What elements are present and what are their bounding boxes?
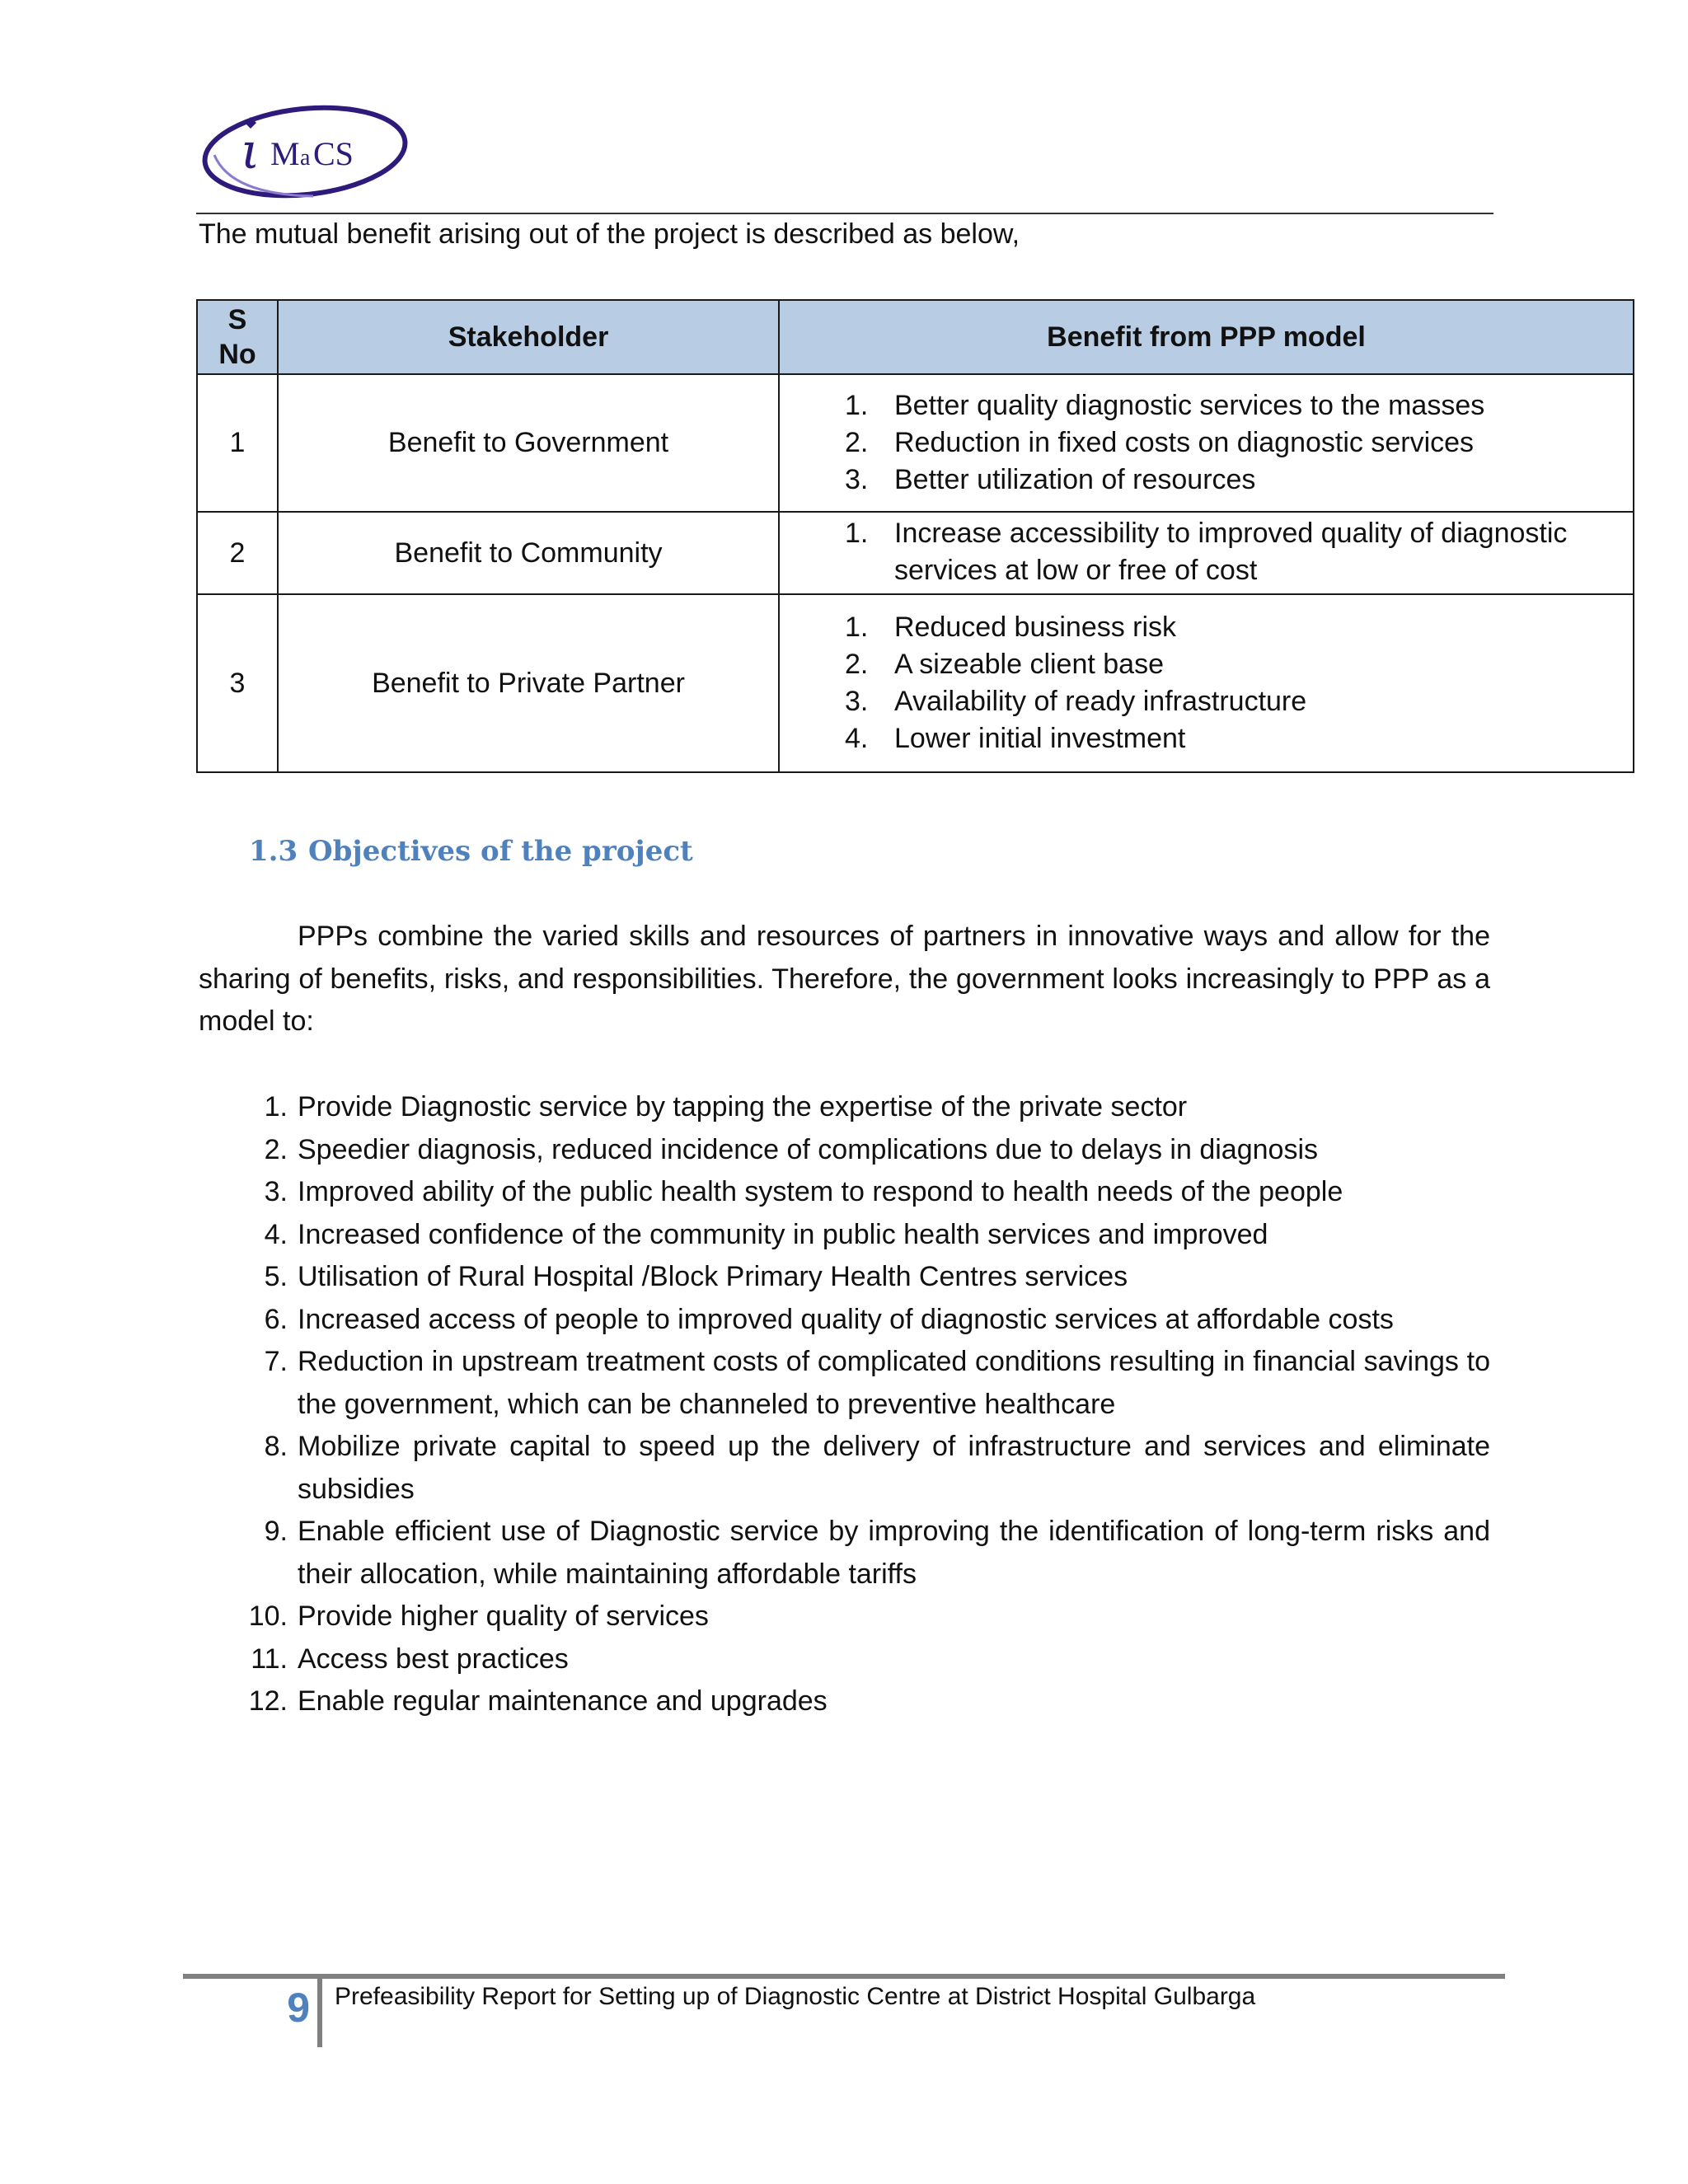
section-title: Objectives of the project <box>308 835 693 868</box>
list-text: Reduction in upstream treatment costs of complicated conditions resulting in financial savings to the government, which can be channeled to preventive healthcare <box>298 1346 1490 1420</box>
table-row <box>197 374 1634 512</box>
row-benefits <box>779 374 1634 512</box>
list-text: Increased confidence of the community in public health services and improved <box>298 1218 1268 1250</box>
list-number: 1. <box>845 390 869 421</box>
list-item <box>199 1341 1490 1426</box>
list-number: 5. <box>264 1261 288 1292</box>
benefit-list <box>781 513 1632 593</box>
svg-text:a: a <box>300 145 311 171</box>
list-text: Lower initial investment <box>894 723 1186 754</box>
list-item <box>199 1426 1490 1511</box>
list-number: 11. <box>251 1643 288 1675</box>
list-text: Utilisation of Rural Hospital /Block Primary Health Centres services <box>298 1261 1128 1292</box>
list-number: 4. <box>264 1218 288 1250</box>
footer-vertical-divider <box>317 1976 322 2047</box>
imacs-logo <box>198 97 412 206</box>
list-item <box>199 1680 1490 1723</box>
section-heading <box>249 831 693 872</box>
list-item <box>781 683 1632 720</box>
section-number: 1.3 <box>249 835 298 868</box>
row-benefits <box>779 594 1634 772</box>
list-item <box>781 609 1632 646</box>
list-item <box>199 1129 1490 1172</box>
list-text: Better utilization of resources <box>894 464 1256 495</box>
list-item <box>781 720 1632 757</box>
col-header-benefit: Benefit from PPP model <box>779 300 1634 374</box>
list-number: 6. <box>264 1303 288 1335</box>
list-item <box>781 515 1632 589</box>
list-text: Reduced business risk <box>894 612 1177 643</box>
list-item <box>199 1299 1490 1342</box>
svg-text:ι: ι <box>241 123 260 180</box>
list-number: 9. <box>264 1516 288 1547</box>
list-item <box>199 1256 1490 1299</box>
table-row <box>197 594 1634 772</box>
list-text: Enable efficient use of Diagnostic service by improving the identification of long-term risks and their allocation, while maintaining affordable tariffs <box>298 1516 1490 1590</box>
benefit-list <box>781 379 1632 507</box>
list-item <box>199 1171 1490 1214</box>
list-number: 1. <box>845 518 869 549</box>
col-header-stakeholder: Stakeholder <box>278 300 779 374</box>
list-text: Speedier diagnosis, reduced incidence of complications due to delays in diagnosis <box>298 1133 1318 1165</box>
list-item <box>199 1086 1490 1129</box>
table-row <box>197 512 1634 594</box>
list-number: 2. <box>845 649 869 680</box>
row-stakeholder: Benefit to Private Partner <box>278 594 779 772</box>
header-divider <box>196 213 1493 214</box>
row-sno: 1 <box>197 374 278 512</box>
list-text: Better quality diagnostic services to the masses <box>894 390 1485 421</box>
list-number: 2. <box>264 1133 288 1165</box>
list-number: 7. <box>264 1346 288 1377</box>
list-text: Increase accessibility to improved quality of diagnostic services at low or free of cost <box>894 518 1568 586</box>
col-header-sno-line1: S <box>227 304 247 335</box>
footer-divider <box>183 1974 1505 1979</box>
list-number: 8. <box>264 1431 288 1462</box>
list-number: 1. <box>264 1091 288 1122</box>
row-benefits <box>779 512 1634 594</box>
list-number: 3. <box>845 686 869 717</box>
list-item <box>199 1596 1490 1638</box>
benefit-list <box>781 601 1632 766</box>
benefits-table <box>196 299 1634 773</box>
list-text: Access best practices <box>298 1643 569 1675</box>
list-text: Provide higher quality of services <box>298 1601 709 1632</box>
body-paragraph: PPPs combine the varied skills and resources of partners in innovative ways and allow for the sharing of benefits, risks, and responsibilities. Therefore, the government looks increasingly to PPP as a model to: <box>199 921 1490 1037</box>
list-text: Increased access of people to improved quality of diagnostic services at affordable costs <box>298 1303 1394 1335</box>
list-text: Improved ability of the public health system to respond to health needs of the people <box>298 1176 1343 1207</box>
page-number: 9 <box>287 1985 310 2031</box>
svg-text:CS: CS <box>313 135 354 172</box>
list-item <box>781 387 1632 424</box>
col-header-sno-line2: No <box>218 339 256 370</box>
list-number: 2. <box>845 427 869 458</box>
list-number: 4. <box>845 723 869 754</box>
list-number: 1. <box>845 612 869 643</box>
footer-title: Prefeasibility Report for Setting up of Diagnostic Centre at District Hospital Gulbarga <box>335 1983 1256 2010</box>
row-stakeholder: Benefit to Community <box>278 512 779 594</box>
objectives-list <box>199 1086 1490 1723</box>
list-number: 3. <box>264 1176 288 1207</box>
list-text: Enable regular maintenance and upgrades <box>298 1685 828 1717</box>
list-item <box>199 1638 1490 1681</box>
intro-text: The mutual benefit arising out of the project is described as below, <box>199 218 1020 250</box>
list-text: A sizeable client base <box>894 649 1164 680</box>
row-sno: 3 <box>197 594 278 772</box>
list-item <box>199 1511 1490 1596</box>
col-header-sno <box>197 300 278 374</box>
row-sno: 2 <box>197 512 278 594</box>
list-item <box>781 424 1632 462</box>
list-number: 12. <box>248 1685 288 1717</box>
list-item <box>781 462 1632 499</box>
list-number: 3. <box>845 464 869 495</box>
list-text: Reduction in fixed costs on diagnostic services <box>894 427 1475 458</box>
svg-text:M: M <box>270 135 300 172</box>
list-item <box>781 646 1632 683</box>
list-text: Availability of ready infrastructure <box>894 686 1307 717</box>
list-number: 10. <box>248 1601 288 1632</box>
list-text: Mobilize private capital to speed up the delivery of infrastructure and services and eliminate subsidies <box>298 1431 1490 1505</box>
row-stakeholder: Benefit to Government <box>278 374 779 512</box>
list-text: Provide Diagnostic service by tapping the expertise of the private sector <box>298 1091 1188 1122</box>
table-header-row <box>197 300 1634 374</box>
list-item <box>199 1214 1490 1257</box>
